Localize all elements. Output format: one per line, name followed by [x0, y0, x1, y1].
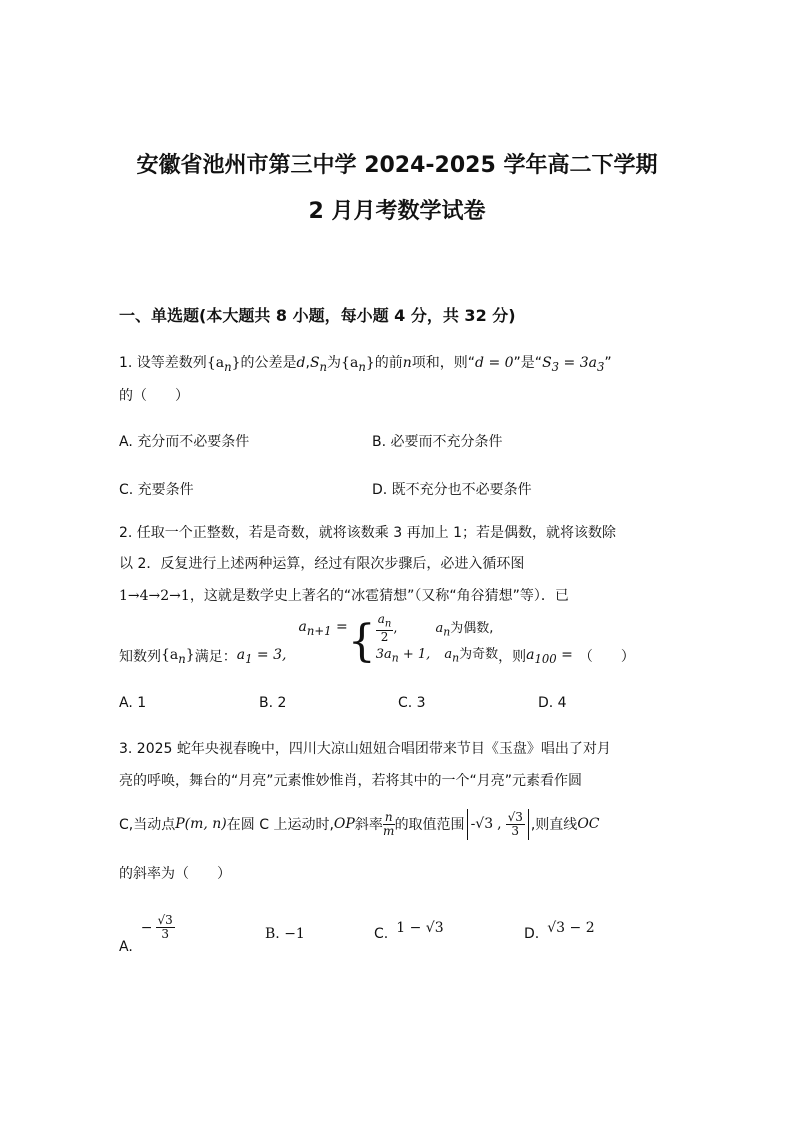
q2-recurrence: $a_{n+1}$ = { $\frac{a_n}{2}$ , $a_n$为偶数, $3a_n + 1$, $a_n$为奇数: [298, 612, 499, 667]
q1-option-d: D. 既不充分也不必要条件: [372, 482, 532, 498]
q1-option-a: A. 充分而不必要条件: [119, 434, 250, 450]
q2-option-b: B. 2: [259, 695, 287, 711]
q2-stem-line1: 2. 任取一个正整数，若是奇数，就将该数乘 3 再加上 1；若是偶数，就将该数除: [119, 525, 616, 541]
q1-option-c: C. 充要条件: [119, 482, 194, 498]
q2-option-c: C. 3: [398, 695, 426, 711]
range-interval: -√3 , $\frac{√3}{3}$: [467, 809, 529, 840]
q3-option-d: D. √3 − 2: [524, 920, 595, 942]
q3-stem-line1: 3. 2025 蛇年央视春晚中，四川大凉山妞妞合唱团带来节目《玉盘》唱出了对月: [119, 741, 611, 757]
section-heading: 一、单选题(本大题共 8 小题，每小题 4 分，共 32 分): [119, 306, 516, 325]
q1-option-b: B. 必要而不充分条件: [372, 434, 503, 450]
q1-stem-line2: 的（ ）: [119, 388, 189, 404]
q1-stem-line1: 1. 设等差数列$\{a_n\}$的公差是$d,S_n$为$\{a_n\}$的前n项和，则“d = 0”是“$S_3 = 3a_3$”: [119, 355, 612, 374]
q2-option-a: A. 1: [119, 695, 147, 711]
exam-title-line1: 安徽省池州市第三中学 2024-2025 学年高二下学期: [136, 153, 658, 178]
q3-stem-line3: C,当动点 P (m, n) 在圆 C 上运动时, OP 斜率 $\frac{n}{m}$ 的取值范围 -√3 , $\frac{√3}{3}$ ,则直线 OC: [119, 809, 600, 838]
q3-stem-line4: 的斜率为（ ）: [119, 866, 231, 882]
q2-stem-line2: 以 2．反复进行上述两种运算，经过有限次步骤后，必进入循环图: [119, 556, 525, 572]
q2-stem-line3: 1→4→2→1，这就是数学史上著名的“冰雹猜想”（又称“角谷猜想”等）．已: [119, 588, 569, 604]
q3-option-a: A. − $\frac{√3}{3}$: [119, 913, 173, 955]
q3-option-b: B. −1: [265, 926, 305, 942]
q2-option-d: D. 4: [538, 695, 567, 711]
exam-title-line2: 2 月月考数学试卷: [308, 199, 486, 224]
q2-stem-line4: 知数列 $\{a_n\}$ 满足： $a_1 = 3$, $a_{n+1}$ = { $\frac{a_n}{2}$ , $a_n$为偶数, $3a_n + 1$, $a_n$为奇数 ，则 $a_{100}$ = （ ）: [119, 622, 635, 670]
q3-stem-line2: 亮的呼唤，舞台的“月亮”元素惟妙惟肖，若将其中的一个“月亮”元素看作圆: [119, 773, 583, 789]
slope-fraction: $\frac{n}{m}$: [383, 809, 395, 838]
q3-option-c: C. 1 − √3: [374, 920, 444, 942]
